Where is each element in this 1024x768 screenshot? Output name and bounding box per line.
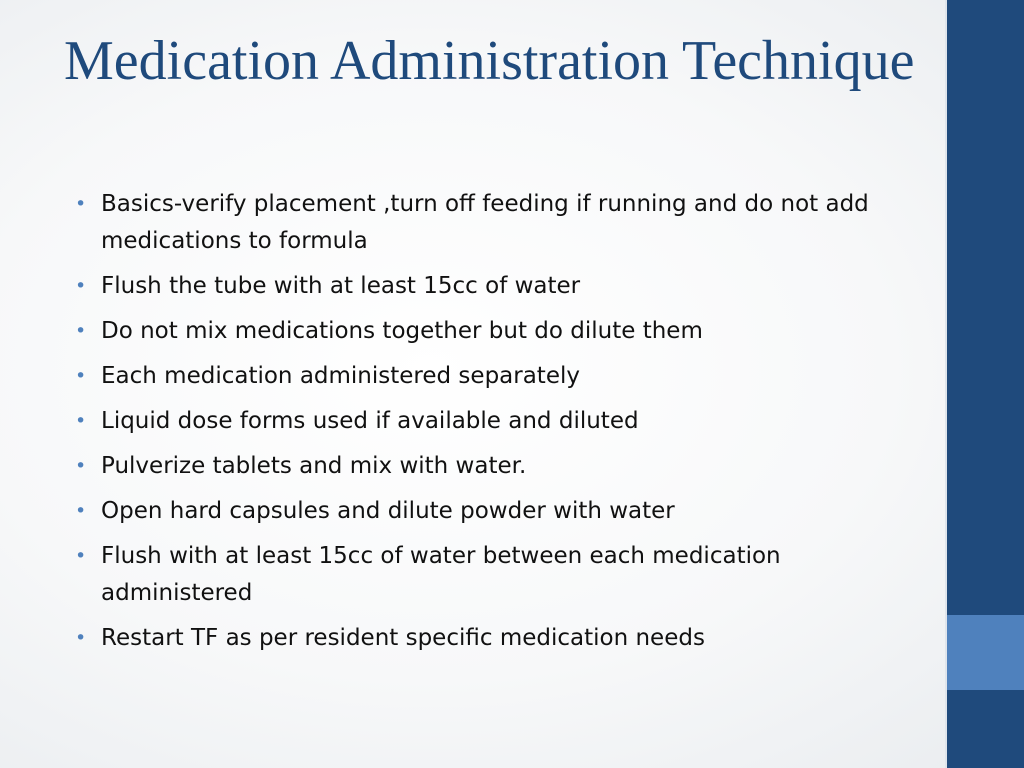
bullet-item xyxy=(74,313,904,350)
bullet-dot-icon: • xyxy=(75,275,87,297)
bullet-dot-icon: • xyxy=(75,365,87,387)
bullet-item xyxy=(74,186,904,260)
bullet-dot-icon: • xyxy=(75,455,87,477)
bullet-dot-icon: • xyxy=(75,193,87,215)
bullet-list xyxy=(74,186,904,665)
slide-title: Medication Administration Technique xyxy=(64,30,915,92)
bullet-text: Open hard capsules and dilute powder with water xyxy=(101,498,675,524)
bullet-text: Each medication administered separately xyxy=(101,363,580,389)
bullet-item xyxy=(74,538,904,612)
bullet-dot-icon: • xyxy=(75,627,87,649)
bullet-item xyxy=(74,620,904,657)
bullet-text: Flush the tube with at least 15cc of water xyxy=(101,273,581,299)
bullet-item xyxy=(74,403,904,440)
bullet-text: Do not mix medications together but do dilute them xyxy=(101,318,703,344)
side-bar-accent xyxy=(947,615,1024,690)
bullet-dot-icon: • xyxy=(75,320,87,342)
bullet-dot-icon: • xyxy=(75,545,87,567)
bullet-item xyxy=(74,358,904,395)
bullet-text: Flush with at least 15cc of water between each medication administered xyxy=(101,543,781,606)
bullet-text: Liquid dose forms used if available and diluted xyxy=(101,408,639,434)
bullet-dot-icon: • xyxy=(75,410,87,432)
bullet-text: Basics-verify placement ,turn off feeding if running and do not add medications to formula xyxy=(101,191,869,254)
bullet-item xyxy=(74,268,904,305)
bullet-text: Pulverize tablets and mix with water. xyxy=(101,453,527,479)
bullet-text: Restart TF as per resident specific medication needs xyxy=(101,625,705,651)
bullet-dot-icon: • xyxy=(75,500,87,522)
bullet-item xyxy=(74,448,904,485)
bullet-item xyxy=(74,493,904,530)
